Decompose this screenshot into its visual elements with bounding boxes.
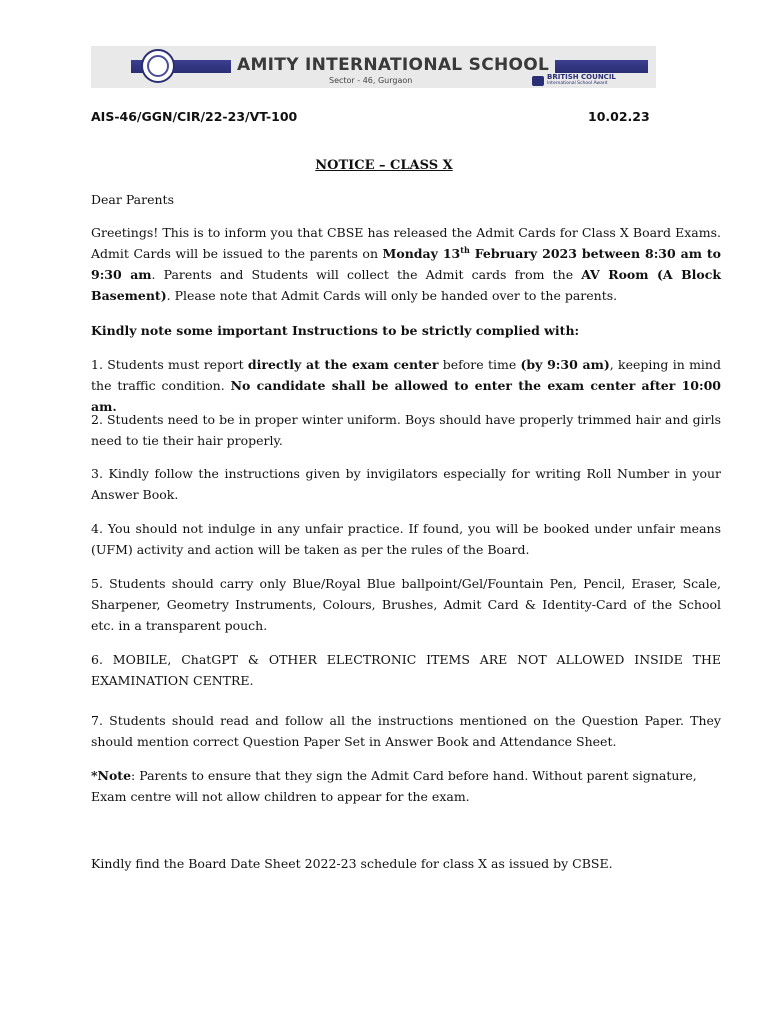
- school-name: AMITY INTERNATIONAL SCHOOL: [231, 54, 555, 76]
- school-crest-icon: [141, 49, 175, 83]
- instruction-7: 7. Students should read and follow all the instructions mentioned on the Question Paper. They should mention correct Question Paper Set in Answer Book and Attendance Sheet.: [91, 713, 721, 749]
- instruction-5: 5. Students should carry only Blue/Royal Blue ballpoint/Gel/Fountain Pen, Pencil, Eraser, Scale, Sharpener, Geometry Instruments, Colours, Brushes, Admit Card & Identity-Card of the School etc. in a transparent pouch.: [91, 576, 721, 633]
- note-paragraph: *Note: Parents to ensure that they sign the Admit Card before hand. Without parent signature, Exam centre will not allow children to appear for the exam.: [91, 768, 697, 804]
- notice-title: NOTICE – CLASS X: [315, 158, 453, 173]
- intro-paragraph: Greetings! This is to inform you that CBSE has released the Admit Cards for Class X Board Exams. Admit Cards will be issued to the parents on Monday 13th February 2023 between 8:30 am to 9:30 am. Parents and Students will collect the Admit cards from the AV Room (A Block Basement). Please note that Admit Cards will only be handed over to the parents.: [91, 225, 721, 303]
- reference-number: AIS-46/GGN/CIR/22-23/VT-100: [91, 109, 298, 124]
- closing-line: Kindly find the Board Date Sheet 2022-23 schedule for class X as issued by CBSE.: [91, 856, 613, 871]
- instructions-heading: Kindly note some important Instructions to be strictly complied with:: [91, 323, 580, 338]
- instruction-1: 1. Students must report directly at the exam center before time (by 9:30 am), keeping in mind the traffic condition. No candidate shall be allowed to enter the exam center after 10:00 am.: [91, 357, 721, 414]
- letterhead: [91, 46, 656, 88]
- school-sector: Sector - 46, Gurgaon: [329, 76, 413, 85]
- notice-date: 10.02.23: [588, 109, 650, 124]
- instruction-3: 3. Kindly follow the instructions given by invigilators especially for writing Roll Number in your Answer Book.: [91, 466, 721, 502]
- british-council-icon: [532, 76, 544, 86]
- salutation: Dear Parents: [91, 192, 174, 207]
- instruction-4: 4. You should not indulge in any unfair practice. If found, you will be booked under unfair means (UFM) activity and action will be taken as per the rules of the Board.: [91, 521, 721, 557]
- partner-subtitle: International School Award: [547, 81, 608, 86]
- instruction-6: 6. MOBILE, ChatGPT & OTHER ELECTRONIC ITEMS ARE NOT ALLOWED INSIDE THE EXAMINATION CENTRE.: [91, 652, 721, 688]
- partner-name: BRITISH COUNCIL: [547, 73, 616, 81]
- instruction-2: 2. Students need to be in proper winter uniform. Boys should have properly trimmed hair and girls need to tie their hair properly.: [91, 412, 721, 448]
